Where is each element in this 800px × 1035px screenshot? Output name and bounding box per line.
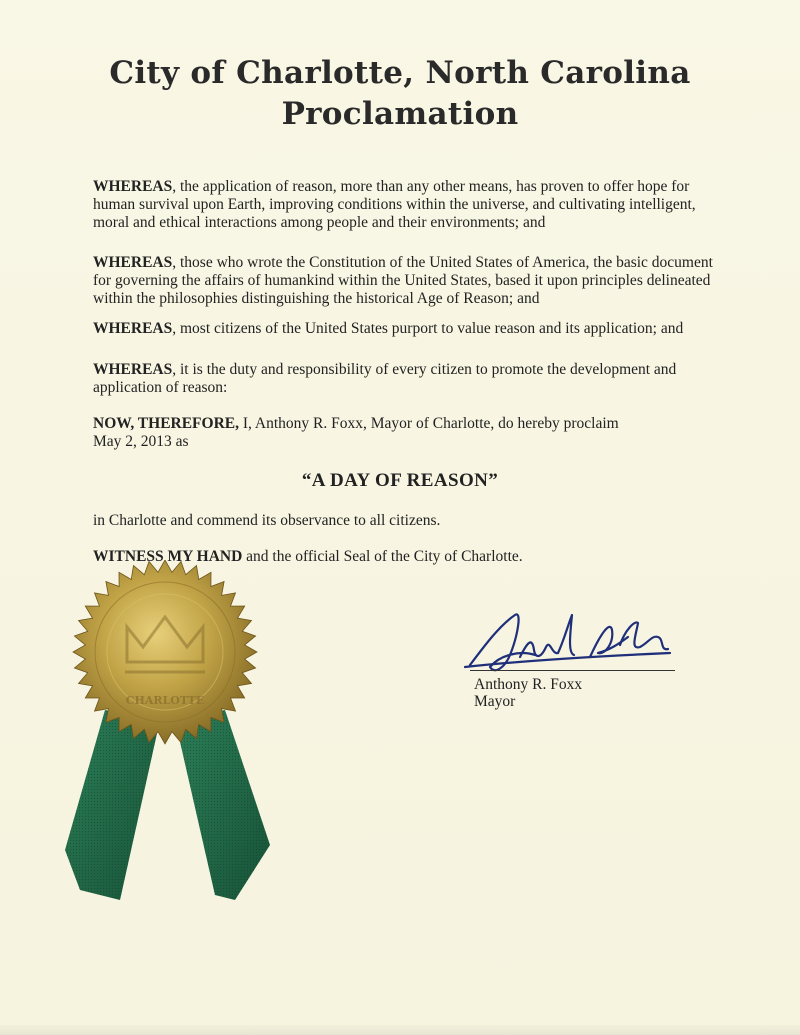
proclamation-title: Proclamation	[281, 96, 519, 132]
whereas-lead: WHEREAS	[93, 178, 173, 195]
city-seal-icon	[60, 560, 290, 910]
page-edge	[0, 1025, 800, 1035]
whereas-paragraph-3	[93, 320, 733, 338]
city-title: City of Charlotte, North Carolina	[109, 55, 691, 91]
whereas-lead: WHEREAS	[93, 320, 173, 337]
signature-line	[470, 670, 675, 671]
whereas-paragraph-1	[93, 178, 733, 232]
whereas-paragraph-2	[93, 254, 733, 308]
whereas-paragraph-4	[93, 361, 733, 397]
observance-paragraph: in Charlotte and commend its observance to all citizens.	[93, 512, 441, 529]
ribbon-left	[65, 710, 160, 900]
whereas-text: , the application of reason, more than any other means, has proven to offer hope for human survival upon Earth, improving conditions within the universe, and cultivating intelligent, moral and ethical interactions among people and their environments; and	[93, 178, 696, 231]
therefore-paragraph	[93, 415, 733, 433]
ribbon-right	[175, 710, 270, 900]
proclamation-date: May 2, 2013 as	[93, 433, 189, 450]
seal-text: CHARLOTTE	[125, 694, 205, 707]
whereas-text: , most citizens of the United States purport to value reason and its application; and	[172, 320, 684, 337]
whereas-text: , those who wrote the Constitution of the United States of America, the basic document for governing the affairs of humankind within the United States, based it upon principles delineated within the philosophies distinguishing the historical Age of Reason; and	[93, 254, 713, 307]
witness-lead: WITNESS MY HAND	[93, 548, 243, 565]
therefore-lead: NOW, THEREFORE,	[93, 415, 239, 432]
witness-text: and the official Seal of the City of Charlotte.	[242, 548, 523, 565]
whereas-lead: WHEREAS	[93, 361, 173, 378]
mayor-title: Mayor	[474, 693, 516, 710]
whereas-lead: WHEREAS	[93, 254, 173, 271]
day-of-reason-headline: “A DAY OF REASON”	[301, 470, 499, 491]
whereas-text: , it is the duty and responsibility of every citizen to promote the development and application of reason:	[93, 361, 677, 396]
therefore-text: I, Anthony R. Foxx, Mayor of Charlotte, do hereby proclaim	[239, 415, 619, 432]
mayor-name: Anthony R. Foxx	[474, 676, 583, 693]
